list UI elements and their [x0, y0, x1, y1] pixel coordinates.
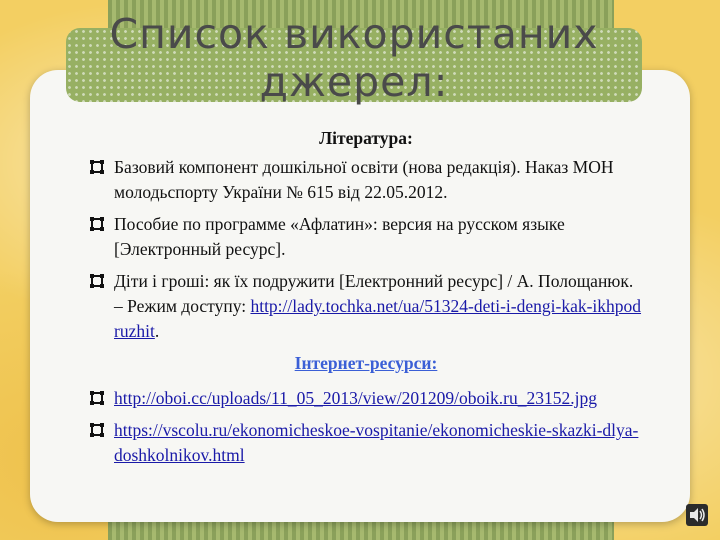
- square-frame-bullet-icon: [90, 274, 104, 288]
- square-frame-bullet-icon: [90, 160, 104, 174]
- list-item: [88, 212, 644, 262]
- literature-item-suffix: .: [154, 321, 160, 341]
- slide-title: Список використаних джерел:: [109, 10, 599, 106]
- sources-content: [88, 126, 644, 475]
- list-item: [88, 386, 644, 411]
- internet-list: [88, 386, 644, 468]
- literature-link[interactable]: http://lady.tochka.net/ua/51324-deti-i-dengi-kak-ikhpodruzhit: [114, 296, 642, 341]
- list-item: [88, 269, 644, 344]
- literature-item-text: Діти і гроші: як їх подружити [Електронний ресурс] / А. Полощанюк. – Режим доступу:: [114, 271, 634, 316]
- square-frame-bullet-icon: [90, 217, 104, 231]
- list-item: [88, 155, 644, 205]
- literature-item-text: Пособие по программе «Афлатин»: версия на русском языке [Электронный ресурс].: [114, 214, 565, 259]
- list-item: [88, 418, 644, 468]
- internet-heading: Інтернет-ресурси:: [294, 353, 438, 373]
- internet-link[interactable]: https://vscolu.ru/ekonomicheskoe-vospitanie/ekonomicheskie-skazki-dlya-doshkolnikov.html: [114, 420, 639, 465]
- literature-item-text: Базовий компонент дошкільної освіти (нова редакція). Наказ МОН молодьспорту України № 615 від 22.05.2012.: [114, 157, 614, 202]
- speaker-icon[interactable]: [686, 504, 708, 526]
- square-frame-bullet-icon: [90, 391, 104, 405]
- literature-heading: Література:: [319, 128, 413, 148]
- literature-list: [88, 155, 644, 344]
- internet-link[interactable]: http://oboi.cc/uploads/11_05_2013/view/201209/oboik.ru_23152.jpg: [114, 388, 598, 408]
- square-frame-bullet-icon: [90, 423, 104, 437]
